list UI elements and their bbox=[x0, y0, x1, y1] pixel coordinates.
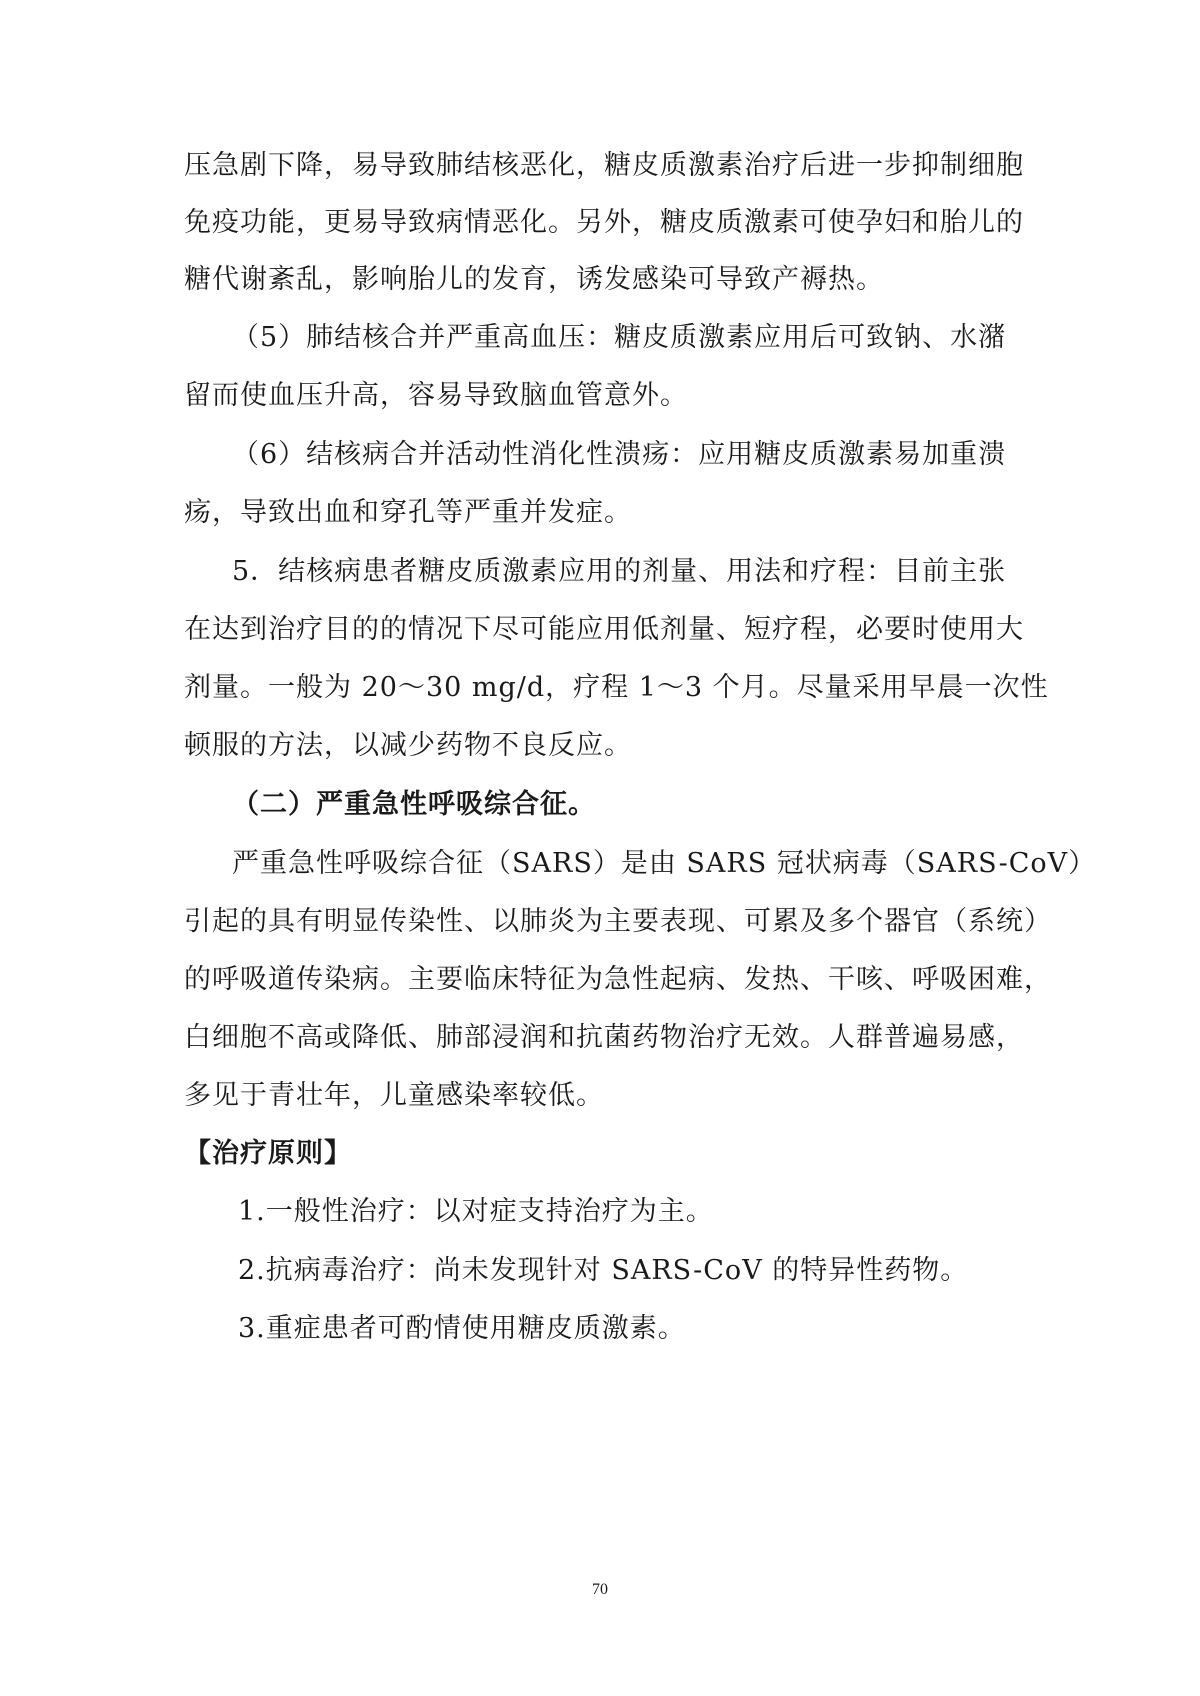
treatment-item-2: 2.抗病毒治疗：尚未发现针对 SARS-CoV 的特异性药物。 bbox=[238, 1255, 969, 1286]
paragraph-line: 顿服的方法，以减少药物不良反应。 bbox=[184, 730, 632, 761]
treatment-item-1: 1.一般性治疗：以对症支持治疗为主。 bbox=[238, 1196, 714, 1227]
treatment-item-3: 3.重症患者可酌情使用糖皮质激素。 bbox=[238, 1313, 686, 1344]
paragraph-line: 白细胞不高或降低、肺部浸润和抗菌药物治疗无效。人群普遍易感， bbox=[184, 1022, 1024, 1053]
section-heading: （二）严重急性呼吸综合征。 bbox=[232, 789, 596, 820]
paragraph-line: 留而使血压升高，容易导致脑血管意外。 bbox=[184, 380, 688, 411]
numbered-paragraph-line: 5．结核病患者糖皮质激素应用的剂量、用法和疗程：目前主张 bbox=[232, 556, 1007, 587]
paragraph-line: 引起的具有明显传染性、以肺炎为主要表现、可累及多个器官（系统） bbox=[184, 906, 1052, 937]
paragraph-line: 糖代谢紊乱，影响胎儿的发育，诱发感染可导致产褥热。 bbox=[184, 264, 884, 295]
paragraph-line: 剂量。一般为 20～30 mg/d，疗程 1～3 个月。尽量采用早晨一次性 bbox=[184, 672, 1049, 703]
paragraph-line: 严重急性呼吸综合征（SARS）是由 SARS 冠状病毒（SARS-CoV） bbox=[232, 848, 1097, 879]
treatment-principles-heading: 【治疗原则】 bbox=[184, 1138, 352, 1169]
paragraph-line: 在达到治疗目的的情况下尽可能应用低剂量、短疗程，必要时使用大 bbox=[184, 614, 1024, 645]
list-item-6-line: （6）结核病合并活动性消化性溃疡：应用糖皮质激素易加重溃 bbox=[232, 439, 1007, 470]
page-number: 70 bbox=[592, 1581, 608, 1598]
paragraph-line: 多见于青壮年，儿童感染率较低。 bbox=[184, 1080, 604, 1111]
paragraph-line: 免疫功能，更易导致病情恶化。另外，糖皮质激素可使孕妇和胎儿的 bbox=[184, 207, 1024, 238]
paragraph-line: 的呼吸道传染病。主要临床特征为急性起病、发热、干咳、呼吸困难， bbox=[184, 964, 1052, 995]
paragraph-line: 压急剧下降，易导致肺结核恶化，糖皮质激素治疗后进一步抑制细胞 bbox=[184, 150, 1024, 181]
paragraph-line: 疡，导致出血和穿孔等严重并发症。 bbox=[184, 497, 632, 528]
list-item-5-line: （5）肺结核合并严重高血压：糖皮质激素应用后可致钠、水潴 bbox=[232, 322, 1007, 353]
